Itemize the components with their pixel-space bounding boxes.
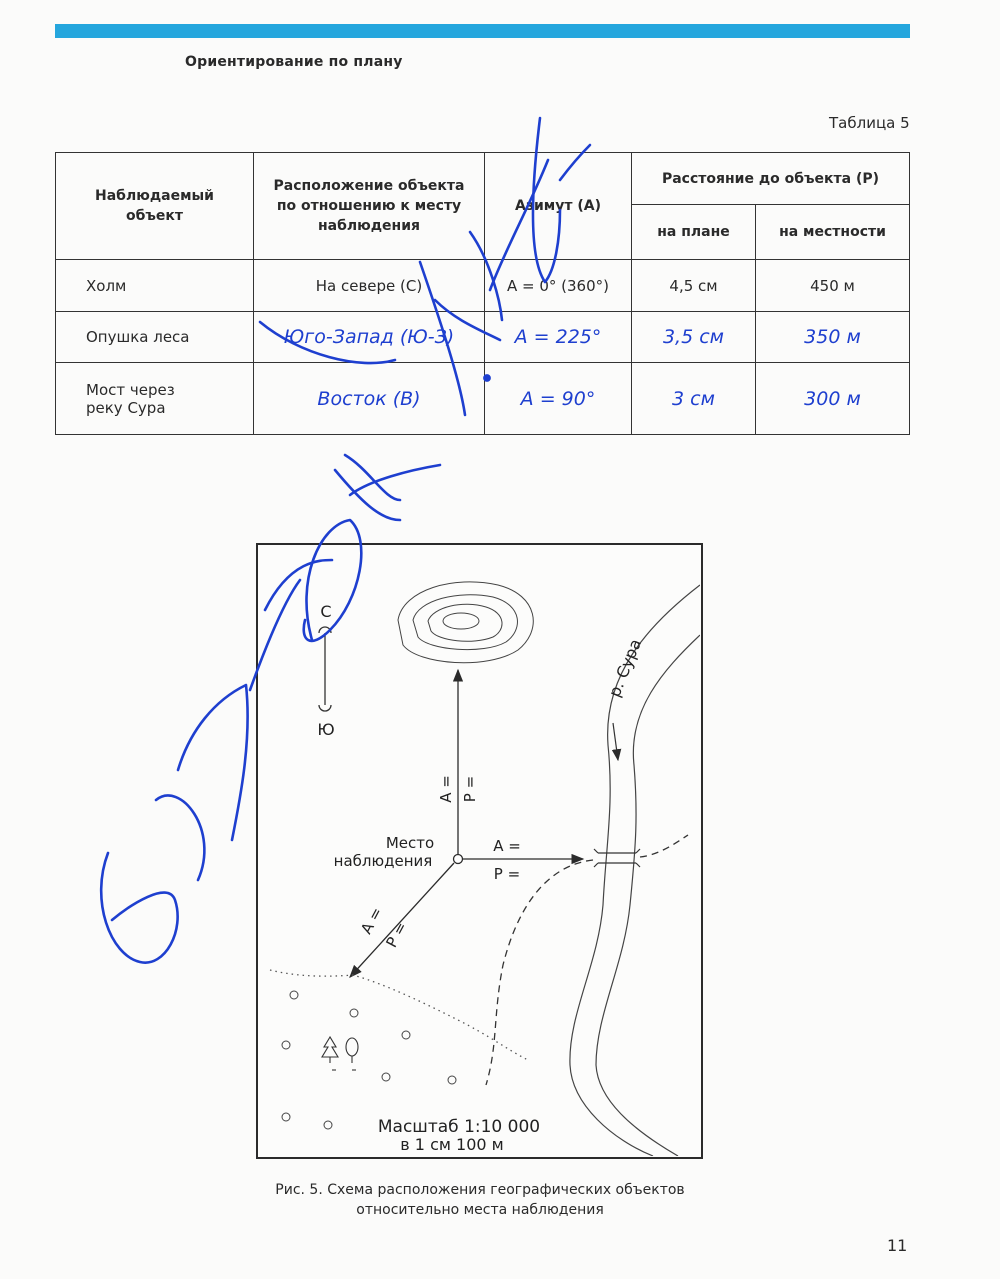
section-heading: Ориентирование по плану xyxy=(185,54,403,70)
river-label: р. Сура xyxy=(604,636,646,700)
row-terrain-handwritten: 350 м xyxy=(756,312,910,363)
row-location-handwritten: Юго-Запад (Ю-З) xyxy=(254,312,485,363)
southwest-azimuth-label: А = xyxy=(357,904,387,938)
header-azimuth: Азимут (А) xyxy=(485,153,632,260)
row-plan: 4,5 см xyxy=(632,260,756,312)
row-location-handwritten: Восток (В) xyxy=(254,363,485,435)
table-caption: Таблица 5 xyxy=(829,114,910,132)
header-location: Расположение объекта по отношению к месту наблюдения xyxy=(254,153,485,260)
header-object: Наблюдаемый объект xyxy=(56,153,254,260)
page-number: 11 xyxy=(887,1236,908,1255)
row-location: На севере (С) xyxy=(254,260,485,312)
figure-caption-line1: Рис. 5. Схема расположения географических объектов xyxy=(275,1182,685,1198)
row-azimuth-handwritten: А = 225° xyxy=(485,312,632,363)
row-terrain-handwritten: 300 м xyxy=(756,363,910,435)
row-object: Мост через реку Сура xyxy=(56,363,254,435)
scale-line1: Масштаб 1:10 000 xyxy=(377,1117,541,1137)
north-azimuth-label: А = xyxy=(437,775,455,803)
header-distance: Расстояние до объекта (Р) xyxy=(632,153,910,205)
observation-label-line2: наблюдения xyxy=(333,852,433,870)
row-plan-handwritten: 3 см xyxy=(632,363,756,435)
figure-caption-line2: относительно места наблюдения xyxy=(356,1202,604,1218)
east-distance-label: Р = xyxy=(493,865,521,883)
scale-line2: в 1 см 100 м xyxy=(400,1135,504,1154)
north-label: С xyxy=(320,602,332,621)
east-azimuth-label: А = xyxy=(493,837,521,855)
row-object: Опушка леса xyxy=(56,312,254,363)
row-terrain: 450 м xyxy=(756,260,910,312)
north-distance-label: Р = xyxy=(461,775,479,803)
row-azimuth-handwritten: А = 90° xyxy=(485,363,632,435)
row-plan-handwritten: 3,5 см xyxy=(632,312,756,363)
southwest-distance-label: Р = xyxy=(382,918,411,951)
row-object: Холм xyxy=(56,260,254,312)
header-on-plan: на плане xyxy=(632,205,756,260)
row-azimuth: А = 0° (360°) xyxy=(485,260,632,312)
south-label: Ю xyxy=(317,720,335,739)
observation-label-line1: Место xyxy=(385,834,435,852)
header-on-terrain: на местности xyxy=(756,205,910,260)
